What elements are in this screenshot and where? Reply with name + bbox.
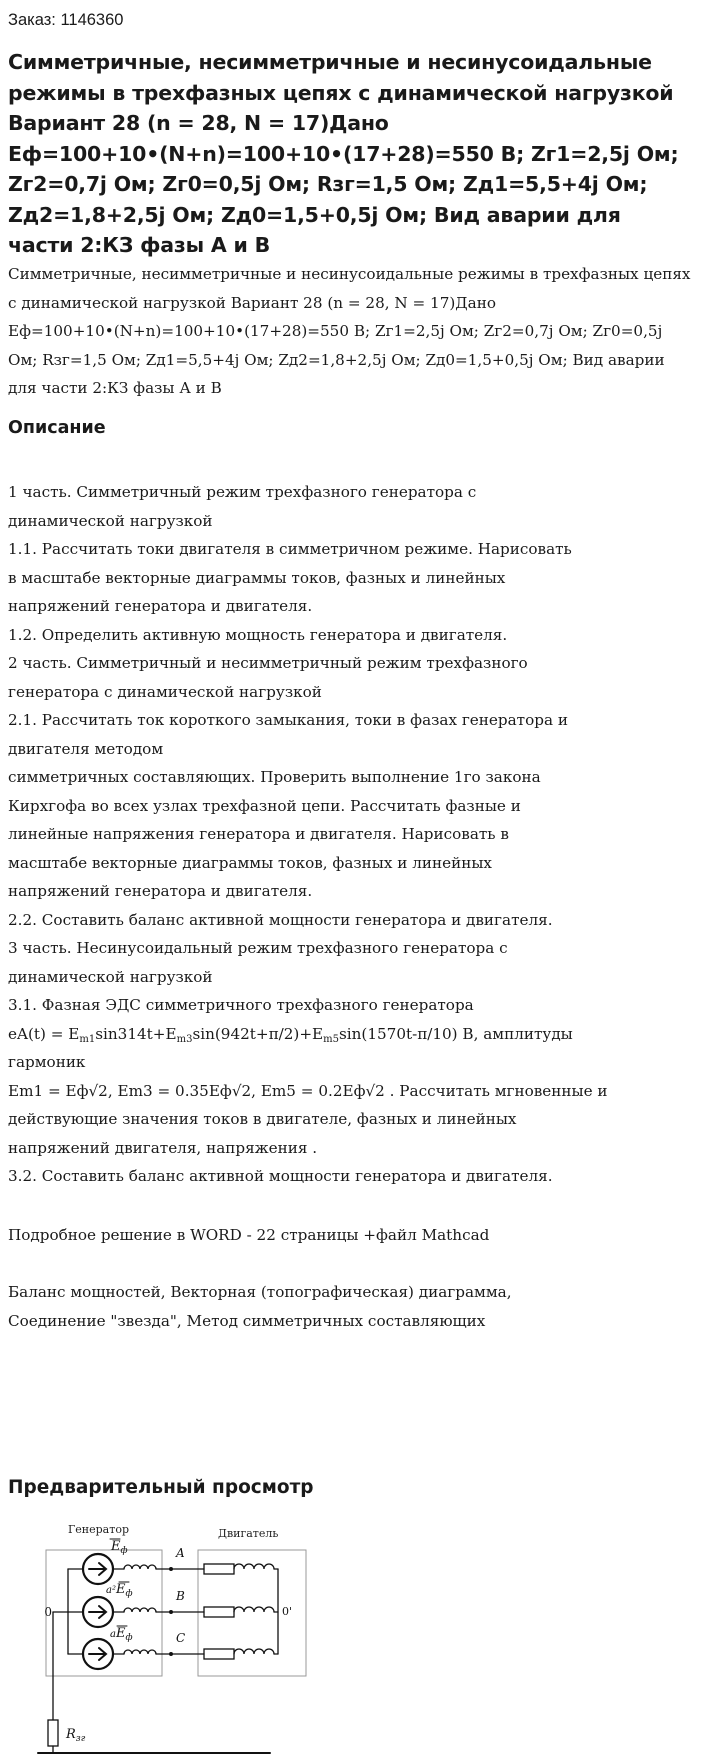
description-line: 2 часть. Симметричный и несимметричный режим трехфазного xyxy=(8,654,528,672)
description-line: динамической нагрузкой xyxy=(8,967,213,986)
description-line: 2.1. Рассчитать ток короткого замыкания, токи в фазах генератора и xyxy=(8,711,568,729)
phase-c-label: C xyxy=(176,1631,186,1645)
circuit-preview-image xyxy=(8,1510,308,1755)
motor-label: Двигатель xyxy=(218,1527,279,1540)
generator-label: Генератор xyxy=(68,1523,129,1536)
emf-label-b: $a^2E_ф$ xyxy=(106,1582,133,1599)
description-line: симметричных составляющих. Проверить выполнение 1го закона xyxy=(8,768,541,786)
description-line: 1.2. Определить активную мощность генератора и двигателя. xyxy=(8,625,508,644)
preview-heading: Предварительный просмотр xyxy=(8,1477,314,1498)
description-line: Кирхгофа во всех узлах трехфазной цепи. Рассчитать фазные и xyxy=(8,796,521,815)
tags-line: Баланс мощностей, Векторная (топографическая) диаграмма, xyxy=(8,1283,512,1301)
description-heading: Описание xyxy=(8,418,106,438)
description-line: напряжений двигателя, напряжения . xyxy=(8,1138,318,1157)
grounding-resistor xyxy=(48,1720,58,1746)
page-title: Симметричные, несимметричные и несинусоидальные режимы в трехфазных цепях с динамической нагрузкой Вариант 28 (n = 28, N = 17)Дано Eф=100+10•(N+n)=100+10•(17+28)=550 B; Zг1=2,5j Ом; Zг2=0,7j Ом; Zг0=0,5j Ом; Rзг=1,5 Ом; Zд1=5,5+4j Ом; Zд2=1,8+2,5j Ом; Zд0=1,5+0,5j Ом; Вид аварии для части 2:КЗ фазы А и В xyxy=(8,50,679,257)
node-0: 0 xyxy=(44,1605,52,1619)
description-line: напряжений генератора и двигателя. xyxy=(8,597,313,615)
order-number: Заказ: 1146360 xyxy=(8,11,124,29)
solution-info: Подробное решение в WORD - 22 страницы +файл Mathcad xyxy=(8,1226,490,1244)
phase-a-branch xyxy=(68,1539,278,1584)
description-line: линейные напряжения генератора и двигателя. Нарисовать в xyxy=(8,825,509,843)
phase-c-branch xyxy=(68,1626,278,1669)
emf-label-a: $E_ф$ xyxy=(111,1539,128,1556)
phase-a-label: A xyxy=(176,1546,185,1560)
description-line: Em1 = Eф√2, Em3 = 0.35Eф√2, Em5 = 0.2Eф√2 . Рассчитать мгновенные и xyxy=(8,1081,608,1100)
description-line: 1 часть. Симметричный режим трехфазного генератора с xyxy=(8,483,477,501)
description-line: 3.1. Фазная ЭДС симметричного трехфазного генератора xyxy=(8,996,474,1014)
description-line: действующие значения токов в двигателе, фазных и линейных xyxy=(8,1110,517,1128)
phase-b-label: B xyxy=(176,1589,185,1603)
emf-label-c: $aE_ф$ xyxy=(110,1626,133,1643)
emf-formula: $eA(t) = E_{m1}\sin 314t+E_{m3}\sin(942t+\pi/2)+E_{m5}\sin(1570t-\pi/10)$ B, амплитуды xyxy=(8,1024,573,1045)
description-line: в масштабе векторные диаграммы токов, фазных и линейных xyxy=(8,568,506,587)
description-line: генератора с динамической нагрузкой xyxy=(8,682,322,701)
description-line: 2.2. Составить баланс активной мощности генератора и двигателя. xyxy=(8,910,553,929)
tags xyxy=(8,1278,694,1335)
description-line: 3.2. Составить баланс активной мощности генератора и двигателя. xyxy=(8,1167,553,1185)
tags-line: Соединение "звезда", Метод симметричных составляющих xyxy=(8,1311,486,1330)
description-line: динамической нагрузкой xyxy=(8,511,213,530)
phase-b-branch xyxy=(68,1582,278,1627)
description-line: 1.1. Рассчитать токи двигателя в симметричном режиме. Нарисовать xyxy=(8,540,572,558)
description-line: двигателя методом xyxy=(8,739,164,758)
resistor-label: $R_{зг}$ xyxy=(66,1727,86,1744)
description-line: масштабе векторные диаграммы токов, фазных и линейных xyxy=(8,853,492,872)
node-0-prime: 0' xyxy=(282,1605,293,1618)
description-body xyxy=(8,478,694,1191)
lead-paragraph: Симметричные, несимметричные и несинусоидальные режимы в трехфазных цепях с динамической нагрузкой Вариант 28 (n = 28, N = 17)Дано Eф=100+10•(N+n)=100+10•(17+28)=550 B; Zг1=2,5j Ом; Zг2=0,7j Ом; Zг0=0,5j Ом; Rзг=1,5 Ом; Zд1=5,5+4j Ом; Zд2=1,8+2,5j Ом; Zд0=1,5+0,5j Ом; Вид аварии для части 2:КЗ фазы А и В xyxy=(8,265,691,397)
description-line: 3 часть. Несинусоидальный режим трехфазного генератора с xyxy=(8,939,508,957)
description-line: гармоник xyxy=(8,1053,86,1071)
description-line: напряжений генератора и двигателя. xyxy=(8,882,313,900)
